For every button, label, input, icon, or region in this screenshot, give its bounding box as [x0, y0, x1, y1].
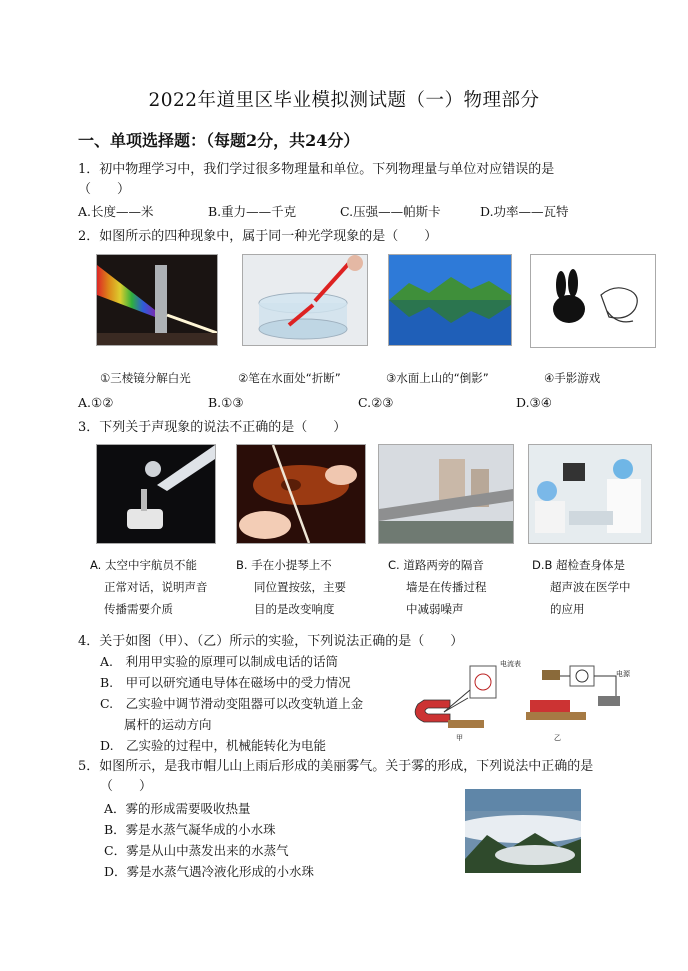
question-2-stem: 2．如图所示的四种现象中，属于同一种光学现象的是（ ） [78, 229, 438, 244]
fog-mountain-photo [465, 789, 581, 873]
q2-caption-3: ③水面上山的“倒影” [386, 371, 489, 385]
question-2-option-c: C.②③ [358, 395, 394, 410]
violin-photo [236, 444, 366, 544]
question-5-option-a: A．雾的形成需要吸收热量 [104, 801, 251, 816]
question-1-option-d: D.功率——瓦特 [480, 204, 569, 219]
question-4-option-c: C. 乙实验中调节滑动变阻器可以改变轨道上金 [100, 696, 364, 711]
question-1-option-b: B.重力——千克 [208, 204, 297, 219]
power-source-label: 电源 [616, 670, 630, 678]
ultrasound-photo [528, 444, 652, 544]
q3-choice-a: A. 太空中宇航员不能 正常对话，说明声音 传播需要介质 [90, 558, 208, 616]
q3-choice-b: B. 手在小提琴上不 同位置按弦，主要 目的是改变响度 [236, 558, 346, 616]
question-4-option-c-cont: 属杆的运动方向 [124, 717, 212, 732]
question-2-option-d: D.③④ [516, 395, 552, 410]
ammeter-label: 电流表 [500, 660, 521, 668]
section-heading: 一、单项选择题：（每题2分，共24分） [78, 131, 360, 150]
astronaut-photo [96, 444, 216, 544]
question-5-option-d: D．雾是水蒸气遇冷液化形成的小水珠 [104, 864, 315, 879]
question-5-paren: （ ） [100, 779, 153, 794]
question-1-option-c: C.压强——帕斯卡 [340, 204, 441, 219]
fig-yi-label: 乙 [554, 734, 561, 742]
q2-caption-4: ④手影游戏 [544, 371, 601, 385]
experiment-jia-figure [408, 660, 520, 744]
prism-photo [96, 254, 218, 346]
fig-jia-label: 甲 [456, 734, 463, 742]
question-4-option-a: A. 利用甲实验的原理可以制成电话的话筒 [100, 654, 339, 669]
question-4-stem: 4．关于如图（甲）、（乙）所示的实验，下列说法正确的是（ ） [78, 634, 464, 649]
question-4-option-b: B. 甲可以研究通电导体在磁场中的受力情况 [100, 675, 351, 690]
question-5-option-c: C．雾是从山中蒸发出来的水蒸气 [104, 843, 289, 858]
q2-caption-2: ②笔在水面处“折断” [238, 371, 341, 385]
lake-reflection-photo [388, 254, 512, 346]
question-1-option-a: A.长度——米 [78, 204, 154, 219]
question-4-option-d: D. 乙实验的过程中，机械能转化为电能 [100, 738, 327, 753]
q2-caption-1: ①三棱镜分解白光 [100, 371, 191, 385]
q3-choice-c: C. 道路两旁的隔音 墙是在传播过程 中减弱噪声 [388, 558, 487, 616]
page-title: 2022年道里区毕业模拟测试题（一）物理部分 [148, 90, 540, 111]
question-2-option-a: A.①② [78, 395, 114, 410]
experiment-yi-figure [520, 660, 644, 744]
hand-shadow-photo [530, 254, 656, 348]
question-3-stem: 3．下列关于声现象的说法不正确的是（ ） [78, 420, 347, 435]
question-5-option-b: B．雾是水蒸气凝华成的小水珠 [104, 822, 276, 837]
question-5-stem: 5．如图所示，是我市帽儿山上雨后形成的美丽雾气。关于雾的形成，下列说法中正确的是 [78, 759, 594, 774]
q3-choice-d: D.B 超检查身体是 超声波在医学中 的应用 [532, 558, 631, 616]
question-2-option-b: B.①③ [208, 395, 244, 410]
question-1-stem: 1．初中物理学习中，我们学过很多物理量和单位。下列物理量与单位对应错误的是 [78, 162, 555, 177]
question-1-paren: （ ） [78, 182, 131, 197]
pen-in-water-photo [242, 254, 368, 346]
sound-barrier-photo [378, 444, 514, 544]
